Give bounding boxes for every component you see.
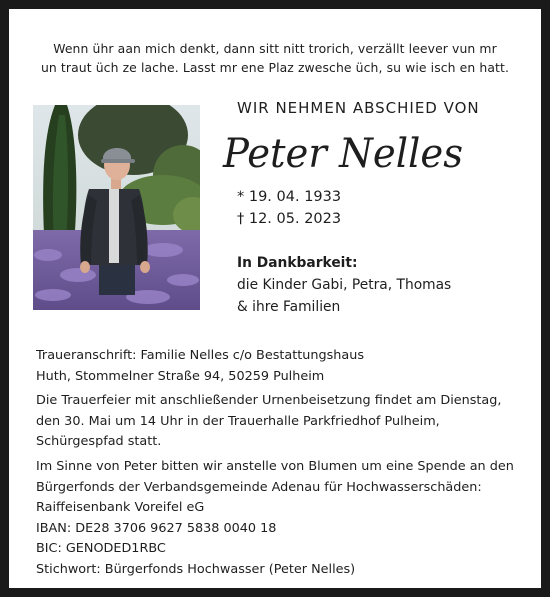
address-line-1: Traueranschrift: Familie Nelles c/o Bestattungshaus <box>36 348 365 363</box>
ceremony-line-1: Die Trauerfeier mit anschließender Urnenbeisetzung findet am Dienstag, <box>36 393 502 409</box>
donation-keyword: Stichwort: Bürgerfonds Hochwasser (Peter Nelles) <box>36 561 356 577</box>
mourners-children: die Kinder Gabi, Petra, Thomas <box>237 277 452 293</box>
mourners-families: & ihre Familien <box>237 299 341 315</box>
portrait-photo <box>33 105 200 310</box>
mourners-block <box>237 252 451 318</box>
deceased-name <box>219 121 479 181</box>
donation-line-2: Bürgerfonds der Verbandsgemeinde Adenau für Hochwasserschäden: <box>36 479 482 495</box>
donation-bic: BIC: GENODED1RBC <box>36 541 166 557</box>
deceased-name-text: Peter Nelles <box>222 131 463 177</box>
donation-iban: IBAN: DE28 3706 9627 5838 0040 18 <box>36 520 277 536</box>
motto-line-1: Wenn ühr aan mich denkt, dann sitt nitt trorich, verzällt leever vun mr <box>53 41 497 56</box>
motto-verse <box>19 40 531 77</box>
death-date: † 12. 05. 2023 <box>237 211 342 227</box>
donation-bank: Raiffeisenbank Voreifel eG <box>36 500 205 516</box>
thanks-heading: In Dankbarkeit: <box>237 255 358 271</box>
birth-date: * 19. 04. 1933 <box>237 189 342 205</box>
address-line-2: Huth, Stommelner Straße 94, 50259 Pulheim <box>36 368 325 384</box>
donation-line-1: Im Sinne von Peter bitten wir anstelle von Blumen um eine Spende an den <box>36 458 514 474</box>
motto-line-2: un traut üch ze lache. Lasst mr ene Plaz zwesche üch, su wie isch en hatt. <box>40 59 509 75</box>
life-dates <box>237 186 341 230</box>
ceremony-line-2: den 30. Mai um 14 Uhr in der Trauerhalle Parkfriedhof Pulheim, <box>36 413 440 429</box>
ceremony-line-3: Schürgespfad statt. <box>36 434 162 450</box>
farewell-heading: WIR NEHMEN ABSCHIED VON <box>237 99 480 117</box>
notice-details <box>36 346 536 581</box>
